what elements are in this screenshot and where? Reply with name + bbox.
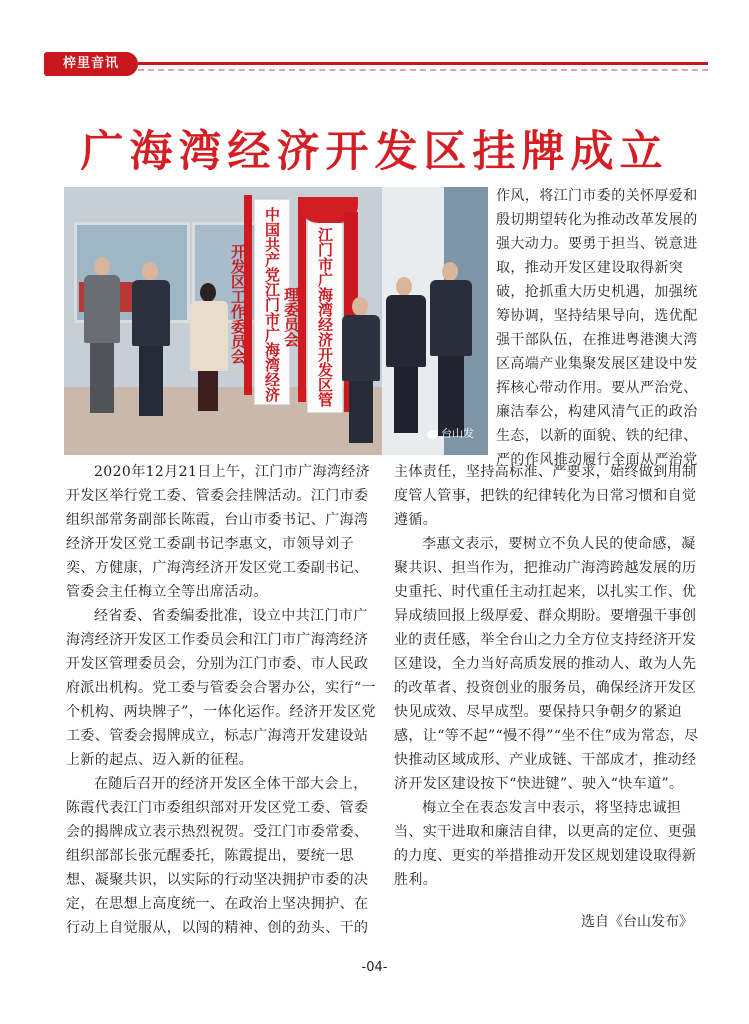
paragraph: 2020年12月21日上午，江门市广海湾经济开发区举行党工委、管委会挂牌活动。江门市委组织部常务副部长陈霞，台山市委书记、广海湾经济开发区党工委副书记李惠文，市领导刘子奕、方健康，广海湾经济开发区党工委副书记、管委会主任梅立全等出席活动。 — [66, 464, 371, 600]
section-tag: 梓里音讯 — [44, 52, 138, 76]
watermark-text: 台山发 — [441, 427, 474, 440]
article-body-right-top — [496, 184, 705, 472]
paragraph: 李惠文表示，要树立不负人民的使命感，凝聚共识、担当作为，把推动广海湾跨越发展的历史重托、时代重任主动扛起来，以扎实工作、优异成绩回报上级厚爱、群众期盼。要增强干事创业的责任感，举全台山之力全方位支持经济开发区建设，全力当好高质发展的推动人、敢为人先的改革者、投资创业的服务员，确保经济开发区快见成效、尽早成型。要保持只争朝夕的紧迫感，让“等不起”“慢不得”“坐不住”成为常态，尽快推动区域成形、产业成链、干部成才，推动经济开发区建设按下“快进键”、驶入“快车道”。 — [394, 536, 699, 792]
article-source: 选自《台山发布》 — [581, 914, 693, 930]
paragraph: 经省委、省委编委批准，设立中共江门市广海湾经济开发区工作委员会和江门市广海湾经济开发区管理委员会，分别为江门市委、市人民政府派出机构。党工委与管委会合署办公，实行“一个机构、两块牌子”，一体化运作。经济开发区党工委、管委会揭牌成立，标志广海湾开发建设站上新的起点、迈入新的征程。 — [66, 608, 376, 768]
paragraph: 梅立全在表态发言中表示，将坚持忠诚担当、实干进取和廉洁自律，以更高的定位、更强的力度、更实的举措推动开发区规划建设取得新胜利。 — [394, 800, 697, 888]
article-body-left — [66, 460, 379, 940]
plaque-party-committee: 中国共产党江门市广海湾经济开发区工作委员会 — [254, 199, 290, 405]
article-photo — [64, 187, 488, 455]
header-rule — [138, 62, 708, 65]
wechat-icon — [427, 430, 438, 439]
photo-watermark — [427, 425, 474, 441]
page-number: -04- — [361, 960, 388, 975]
header-dashed-rule — [138, 69, 708, 71]
paragraph: 在随后召开的经济开发区全体干部大会上，陈霞代表江门市委组织部对开发区党工委、管委会的揭牌成立表示热烈祝贺。受江门市委常委、组织部部长张元醒委托，陈霞提出，要统一思想、凝聚共识，以实际的行动坚决拥护市委的决定，在思想上高度统一、在政治上坚决拥护、在行动上自觉服从，以闯的精神、创的劲头、干的 — [66, 776, 369, 936]
paragraph: 作风，将江门市委的关怀厚爱和殷切期望转化为推动改革发展的强大动力。要勇于担当、锐意进取，推动开发区建设取得新突破，抢抓重大历史机遇，加强统筹协调，坚持结果导向，选优配强干部队伍，在推进粤港澳大湾区高端产业集聚发展区建设中发挥核心带动作用。要从严治党、廉洁奉公，构建风清气正的政治生态，以新的面貌、铁的纪律、严的作风推动履行全面从严治党 — [496, 188, 698, 468]
paragraph: 主体责任，坚持高标准、严要求，始终做到用制度管人管事，把铁的纪律转化为日常习惯和自觉遵循。 — [394, 464, 697, 528]
plaque-management-committee: 江门市广海湾经济开发区管理委员会 — [307, 217, 343, 413]
article-body-right — [394, 460, 707, 892]
article-title: 广海湾经济开发区挂牌成立 — [80, 127, 669, 177]
